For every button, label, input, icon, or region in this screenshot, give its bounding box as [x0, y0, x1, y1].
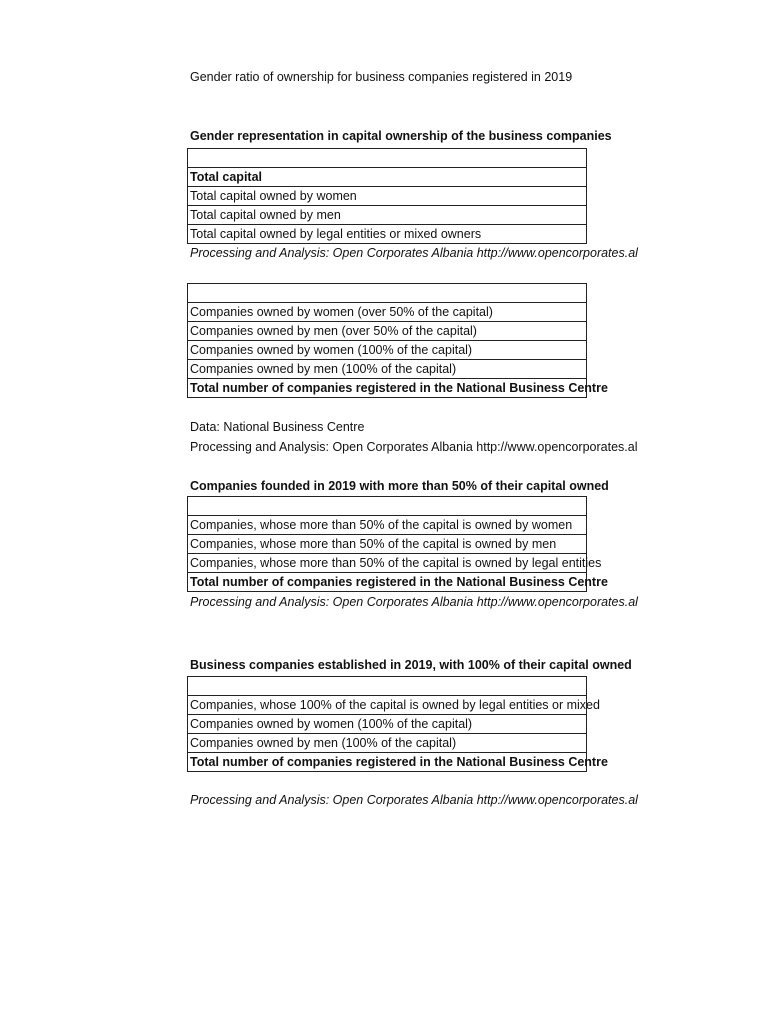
table-row	[188, 734, 587, 753]
table-row	[188, 322, 587, 341]
table-row	[188, 303, 587, 322]
page-title: Gender ratio of ownership for business companies registered in 2019	[190, 70, 573, 84]
table-row	[188, 225, 587, 244]
table-cell: Total number of companies registered in the National Business Centre	[188, 573, 587, 592]
company-ownership-table	[187, 283, 608, 398]
section4-source: Processing and Analysis: Open Corporates Albania http://www.opencorporates.al	[190, 793, 638, 807]
table-row	[188, 516, 587, 535]
over-50-percent-table	[187, 496, 608, 592]
table-cell: Total capital	[188, 168, 587, 187]
section3-source: Processing and Analysis: Open Corporates Albania http://www.opencorporates.al	[190, 595, 638, 609]
section3-title: Companies founded in 2019 with more than 50% of their capital owned	[190, 479, 609, 493]
table-row	[188, 696, 587, 715]
table-row	[188, 187, 587, 206]
table-cell: Companies owned by men (100% of the capital)	[188, 360, 587, 379]
table-cell: Companies owned by men (over 50% of the capital)	[188, 322, 587, 341]
section2-data-note: Data: National Business Centre	[190, 420, 365, 434]
table-cell	[188, 284, 587, 303]
table-cell: Total capital owned by men	[188, 206, 587, 225]
table-row	[188, 573, 587, 592]
table-cell: Companies, whose more than 50% of the capital is owned by men	[188, 535, 587, 554]
table-row	[188, 497, 587, 516]
table-cell: Companies, whose 100% of the capital is owned by legal entities or mixed	[188, 696, 587, 715]
table-cell: Total number of companies registered in the National Business Centre	[188, 753, 587, 772]
table-row	[188, 360, 587, 379]
table-row	[188, 535, 587, 554]
table-cell: Total capital owned by legal entities or mixed owners	[188, 225, 587, 244]
section2-source: Processing and Analysis: Open Corporates Albania http://www.opencorporates.al	[190, 440, 638, 454]
full-ownership-table	[187, 676, 608, 772]
table-cell: Companies owned by women (100% of the capital)	[188, 715, 587, 734]
table-row	[188, 677, 587, 696]
table-cell: Companies, whose more than 50% of the capital is owned by women	[188, 516, 587, 535]
section1-source: Processing and Analysis: Open Corporates Albania http://www.opencorporates.al	[190, 246, 638, 260]
capital-ownership-table	[187, 148, 587, 244]
table-cell	[188, 677, 587, 696]
table-row	[188, 715, 587, 734]
table-cell	[188, 149, 587, 168]
table-row	[188, 149, 587, 168]
table-row	[188, 554, 587, 573]
table-row	[188, 284, 587, 303]
table-cell: Companies, whose more than 50% of the capital is owned by legal entities	[188, 554, 587, 573]
table-cell: Companies owned by women (over 50% of the capital)	[188, 303, 587, 322]
table-row	[188, 341, 587, 360]
table-row	[188, 753, 587, 772]
table-row	[188, 379, 587, 398]
table-cell: Companies owned by men (100% of the capital)	[188, 734, 587, 753]
section4-title: Business companies established in 2019, with 100% of their capital owned	[190, 658, 632, 672]
table-cell: Total capital owned by women	[188, 187, 587, 206]
table-cell: Companies owned by women (100% of the capital)	[188, 341, 587, 360]
table-row	[188, 168, 587, 187]
section1-title: Gender representation in capital ownership of the business companies	[190, 129, 612, 143]
table-row	[188, 206, 587, 225]
table-cell: Total number of companies registered in the National Business Centre	[188, 379, 587, 398]
table-cell	[188, 497, 587, 516]
